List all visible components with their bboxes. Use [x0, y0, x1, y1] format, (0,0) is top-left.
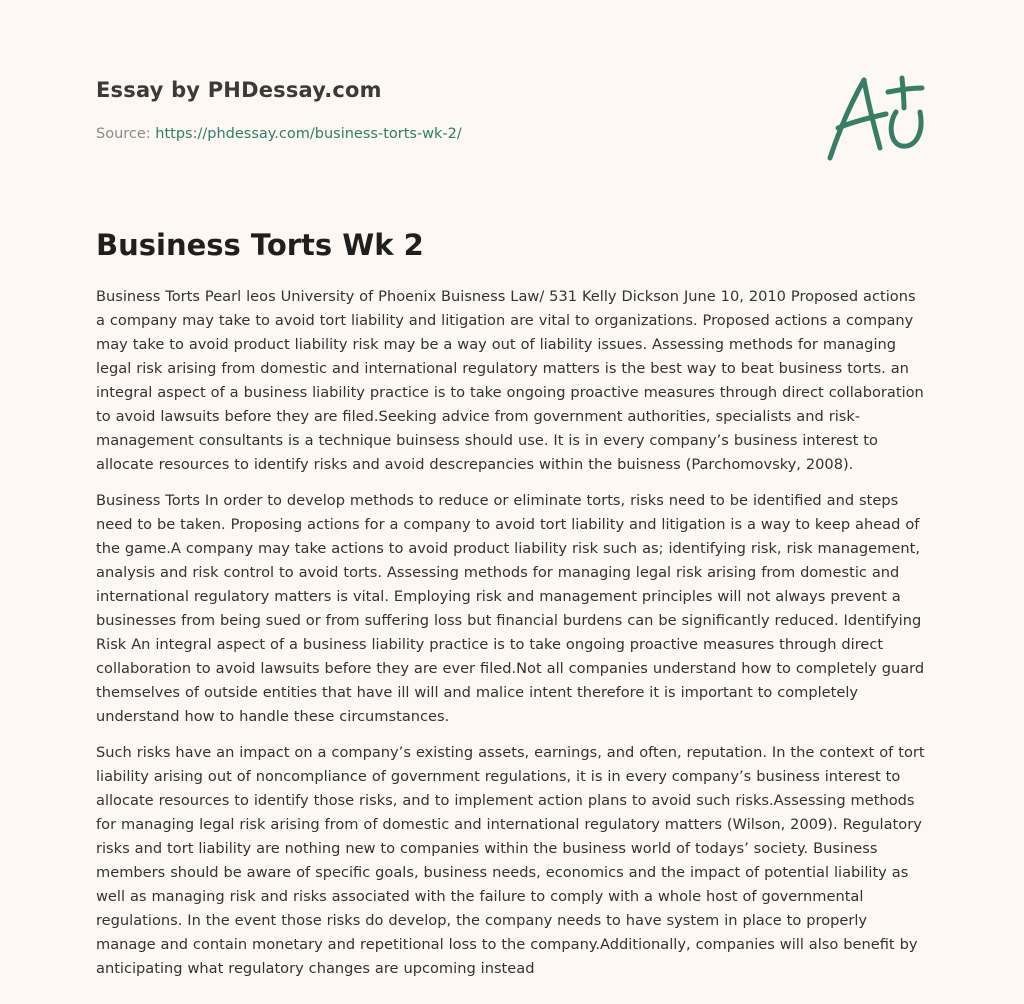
essay-body — [96, 285, 928, 993]
source-link[interactable]: https://phdessay.com/business-torts-wk-2/ — [155, 126, 462, 142]
essay-paragraph: Such risks have an impact on a company’s existing assets, earnings, and often, reputation. In the context of tort liability arising out of noncompliance of government regulations, it is in every company’s business interest to allocate resources to identify those risks, and to implement action plans to avoid such risks.Assessing methods for managing legal risk arising from of domestic and international regulatory matters (Wilson, 2009). Regulatory risks and tort liability are nothing new to companies within the business world of todays’ society. Business members should be aware of specific goals, business needs, economics and the impact of potential liability as well as managing risk and risks associated with the failure to comply with a whole host of governmental regulations. In the event those risks do develop, the company needs to have system in place to properly manage and contain monetary and repetitional loss to the company.Additionally, companies will also benefit by anticipating what regulatory changes are upcoming instead — [96, 744, 925, 977]
page-header — [96, 76, 926, 166]
source-line — [96, 124, 462, 144]
a-plus-logo — [824, 68, 928, 164]
brand-title: Essay by PHDessay.com — [96, 78, 382, 102]
essay-paragraph: Business Torts Pearl leos University of Phoenix Buisness Law/ 531 Kelly Dickson June 10, 2010 Proposed actions a company may take to avoid tort liability and litigation are vital to organizations. Proposed actions a company may take to avoid product liability risk may be a way out of liability issues. Assessing methods for managing legal risk arising from domestic and international regulatory matters is the best way to beat business torts. an integral aspect of a business liability practice is to take ongoing proactive measures through direct collaboration to avoid lawsuits before they are filed.Seeking advice from government authorities, specialists and risk-management consultants is a technique buinsess should use. It is in every company’s business interest to allocate resources to identify risks and avoid descrepancies within the buisness (Parchomovsky, 2008). — [96, 288, 924, 473]
document-title: Business Torts Wk 2 — [96, 228, 424, 262]
essay-paragraph: Business Torts In order to develop methods to reduce or eliminate torts, risks need to be identified and steps need to be taken. Proposing actions for a company to avoid tort liability and litigation is a way to keep ahead of the game.A company may take actions to avoid product liability risk such as; identifying risk, risk management, analysis and risk control to avoid torts. Assessing methods for managing legal risk arising from domestic and international regulatory matters is vital. Employing risk and management principles will not always prevent a businesses from being sued or from suffering loss but financial burdens can be significantly reduced. Identifying Risk An integral aspect of a business liability practice is to take ongoing proactive measures through direct collaboration to avoid lawsuits before they are ever filed.Not all companies understand how to completely guard themselves of outside entities that have ill will and malice intent therefore it is important to completely understand how to handle these circumstances. — [96, 492, 925, 725]
source-label: Source: — [96, 126, 151, 142]
